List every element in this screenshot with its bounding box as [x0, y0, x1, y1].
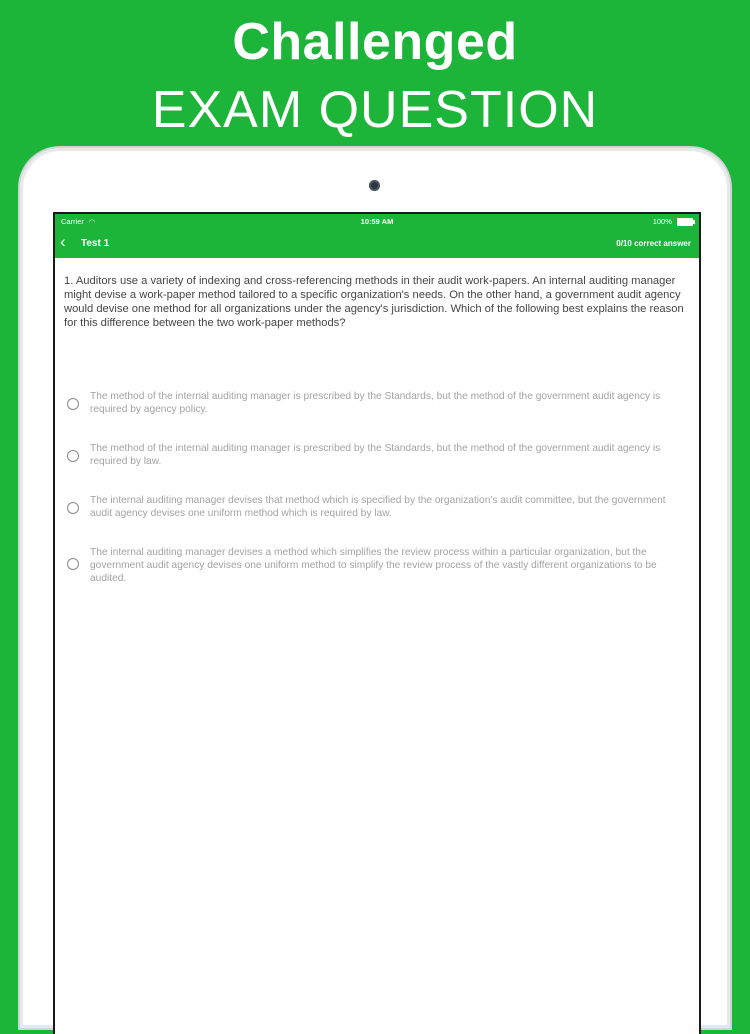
promo-banner — [0, 0, 750, 150]
status-time: 10:59 AM — [360, 217, 394, 226]
status-bar — [55, 214, 699, 230]
page-title: Test 1 — [81, 238, 110, 249]
battery-icon — [677, 218, 693, 226]
banner-subheadline: EXAM QUESTION — [151, 81, 599, 139]
battery-indicator — [653, 217, 693, 226]
nav-bar — [55, 230, 699, 258]
answer-text: The internal auditing manager devises that method which is specified by the organization's audit committee, but the government audit agency devises one uniform method which is required by law. — [90, 495, 666, 519]
radio-button[interactable] — [67, 558, 79, 570]
battery-percent: 100% — [652, 217, 672, 226]
chevron-left-icon[interactable]: ‹ — [60, 232, 66, 251]
question-text: 1. Auditors use a variety of indexing and cross-referencing methods in their audit work-papers. An internal auditing manager might devise a work-paper method tailored to a specific organization's needs. On the other hand, a government audit agency would devise one method for all organizations under the agency's jurisdiction. Which of the following best explains the reason for this difference between the two work-paper methods? — [64, 275, 684, 329]
radio-button[interactable] — [67, 398, 79, 410]
camera-icon — [369, 180, 380, 191]
banner-headline: Challenged — [232, 13, 518, 71]
carrier-label: Carrier — [61, 217, 84, 226]
score-indicator: 0/10 correct answer — [616, 239, 691, 248]
answer-text: The internal auditing manager devises a method which simplifies the review process within a particular organization, but the government audit agency devises one uniform method to simplify the review process of the vastly different organizations to be audited. — [90, 547, 657, 584]
radio-button[interactable] — [67, 450, 79, 462]
wifi-icon: ◠ — [89, 219, 96, 226]
tablet-frame — [20, 148, 730, 1028]
answer-text: The method of the internal auditing manager is prescribed by the Standards, but the method of the government audit agency is required by law. — [90, 443, 661, 467]
radio-button[interactable] — [67, 502, 79, 514]
app-screen — [53, 212, 701, 1034]
answer-text: The method of the internal auditing manager is prescribed by the Standards, but the method of the government audit agency is required by agency policy. — [90, 391, 661, 415]
